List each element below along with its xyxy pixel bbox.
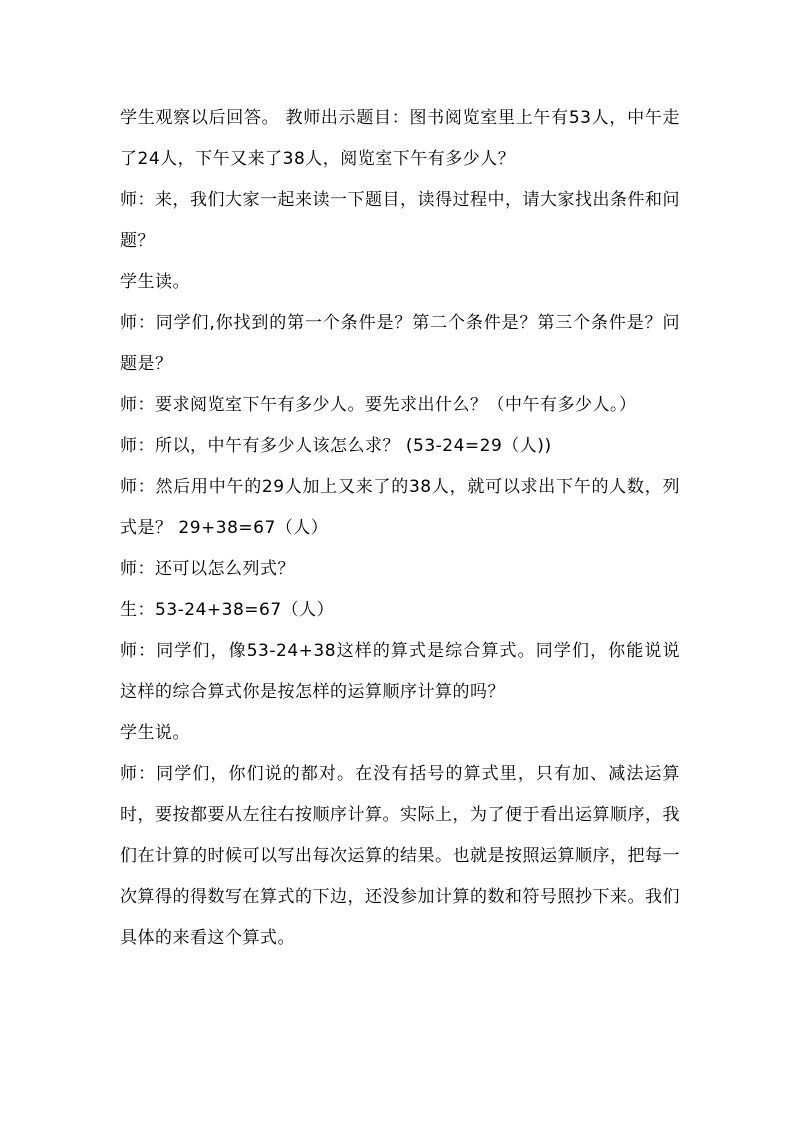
paragraph-students-speak: 学生说。 [120, 723, 190, 743]
paragraph-teacher-read-problem: 师：来，我们大家一起来读一下题目，读得过程中，请大家找出条件和问题？ [120, 190, 680, 251]
paragraph-teacher-noon-count: 师：所以，中午有多少人该怎么求？ (53-24=29（人)) [120, 436, 552, 456]
paragraph-students-read: 学生读。 [120, 272, 190, 292]
document-body [120, 98, 680, 959]
paragraph-teacher-first-step: 师：要求阅览室下午有多少人。要先求出什么？（中午有多少人。） [120, 395, 637, 415]
paragraph-teacher-conditions: 师：同学们,你找到的第一个条件是？第二个条件是？第三个条件是？问题是？ [120, 313, 680, 374]
paragraph-problem-intro: 学生观察以后回答。 教师出示题目：图书阅览室里上午有53人，中午走了24人，下午又来了38人，阅览室下午有多少人？ [120, 108, 680, 169]
paragraph-student-formula: 生：53-24+38=67（人） [120, 600, 335, 620]
paragraph-teacher-combined-formula: 师：同学们，像53-24+38这样的算式是综合算式。同学们，你能说说这样的综合算式你是按怎样的运算顺序计算的吗？ [120, 641, 680, 702]
paragraph-teacher-other-formula: 师：还可以怎么列式？ [120, 559, 295, 579]
paragraph-teacher-afternoon-count: 师：然后用中午的29人加上又来了的38人，就可以求出下午的人数，列式是？ 29+38=67（人） [120, 477, 680, 538]
paragraph-teacher-order-rule: 师：同学们，你们说的都对。在没有括号的算式里，只有加、减法运算时，要按都要从左往右按顺序计算。实际上，为了便于看出运算顺序，我们在计算的时候可以写出每次运算的结果。也就是按照运算顺序，把每一次算得的得数写在算式的下边，还没参加计算的数和符号照抄下来。我们具体的来看这个算式。 [120, 764, 680, 948]
